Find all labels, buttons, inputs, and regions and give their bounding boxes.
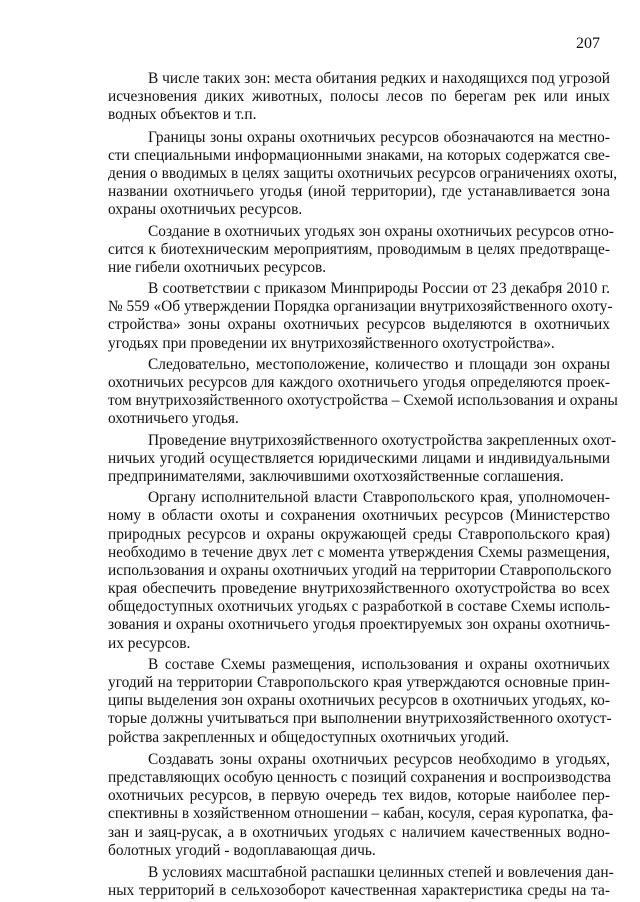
paragraph xyxy=(108,280,613,353)
text-line: их ресурсов. xyxy=(108,634,191,652)
text-line: стройства» зоны охраны охотничьих ресурсов выделяются в охотничьих xyxy=(108,316,610,334)
text-line: В числе таких зон: места обитания редких и находящихся под угрозой xyxy=(148,70,611,87)
text-line: Проведение внутрихозяйственного охотустройства закрепленных охот- xyxy=(148,431,617,449)
paragraph xyxy=(108,128,618,220)
text-line: охотничьих ресурсов для каждого охотничьего угодья определяются проек- xyxy=(108,374,610,391)
page-number: 207 xyxy=(576,35,600,52)
text-line: В составе Схемы размещения, использования и охраны охотничьих xyxy=(148,655,610,673)
text-line: предпринимателями, заключившими охотхозяйственные соглашения. xyxy=(108,467,564,485)
text-line: исчезновения диких животных, полосы лесов по берегам рек или иных xyxy=(108,88,610,106)
body-text xyxy=(108,70,618,900)
text-line: угодьях при проведении их внутрихозяйственного охотустройства». xyxy=(108,334,555,352)
text-line: ние гибели охотничьих ресурсов. xyxy=(108,258,327,276)
text-line: спективны в хозяйственном отношении – кабан, косуля, серая куропатка, фа- xyxy=(108,805,614,823)
text-line: Создание в охотничьих угодьях зон охраны охотничьих ресурсов отно- xyxy=(148,222,614,240)
text-line: охотничьего угодья. xyxy=(108,410,239,428)
text-line: водных объектов и т.п. xyxy=(108,106,257,124)
text-line: сти специальными информационными знаками, на которых содержатся све- xyxy=(108,146,610,164)
text-line: края обеспечить проведение внутрихозяйственного охотустройства во всех xyxy=(108,580,610,598)
paragraph xyxy=(108,656,610,747)
text-line: общедоступных охотничьих угодьях с разработкой в составе Схемы исполь- xyxy=(108,598,610,616)
paragraph xyxy=(108,70,610,125)
text-line: ройства закрепленных и общедоступных охотничьих угодий. xyxy=(108,728,510,746)
paragraph xyxy=(108,863,614,900)
text-line: представляющих особую ценность с позиций сохранения и воспроизводства xyxy=(108,768,611,786)
text-line: природных ресурсов и охраны окружающей среды Ставропольского края) xyxy=(108,525,610,543)
paragraph xyxy=(108,431,617,487)
text-line: зан и заяц-русак, а в охотничьих угодьях с наличием качественных водно- xyxy=(108,823,610,841)
text-line: ципы выделения зон охраны охотничьих ресурсов в охотничьих угодьях, ко- xyxy=(108,692,610,710)
text-line: Органу исполнительной власти Ставропольского края, уполномочен- xyxy=(148,489,610,507)
text-line: сится к биотехническим мероприятиям, проводимым в целях предотвраще- xyxy=(108,240,610,258)
paragraph xyxy=(108,222,614,278)
text-line: торые должны учитываться при выполнении внутрихозяйственного охотуст- xyxy=(108,710,612,728)
text-line: Следовательно, местоположение, количество и площади зон охраны xyxy=(148,355,610,373)
paragraph xyxy=(108,355,618,429)
text-line: названии охотничьего угодья (иной территории), где устанавливается зона xyxy=(108,183,610,201)
paragraph xyxy=(108,750,614,860)
text-line: ничьих угодий осуществляется юридическими лицами и индивидуальными xyxy=(108,449,610,467)
text-line: зования и охраны охотничьего угодья проектируемых зон охраны охотничь- xyxy=(108,616,610,634)
text-line: дения о вводимых в целях защиты охотничьих ресурсов ограничениях охоты, xyxy=(108,164,618,182)
text-line: использования и охраны охотничьих угодий на территории Ставропольского xyxy=(108,561,612,579)
text-line: угодий на территории Ставропольского края утверждаются основные прин- xyxy=(108,674,610,691)
text-line: Границы зоны охраны охотничьих ресурсов обозначаются на местно- xyxy=(148,128,610,146)
text-line: В соответствии с приказом Минприроды России от 23 декабря 2010 г. xyxy=(148,280,610,298)
text-line: необходимо в течение двух лет с момента утверждения Схемы размещения, xyxy=(108,543,610,561)
text-line: охотничьих ресурсов, в первую очередь тех видов, которые наиболее пер- xyxy=(108,787,610,805)
text-line: болотных угодий - водоплавающая дичь. xyxy=(108,841,376,859)
text-line: Создавать зоны охраны охотничьих ресурсов необходимо в угодьях, xyxy=(148,750,610,768)
paragraph xyxy=(108,489,610,653)
text-line: охраны охотничьих ресурсов. xyxy=(108,201,303,219)
text-line: том внутрихозяйственного охотустройства – Схемой использования и охраны xyxy=(108,392,618,410)
text-line: В условиях масштабной распашки целинных степей и вовлечения дан- xyxy=(148,863,614,881)
text-line: ному в области охоты и сохранения охотничьих ресурсов (Министерство xyxy=(108,507,610,525)
text-line: ных территорий в сельхозоборот качественная характеристика среды на та- xyxy=(108,882,610,900)
text-line: № 559 «Об утверждении Порядка организации внутрихозяйственного охоту- xyxy=(108,298,613,316)
